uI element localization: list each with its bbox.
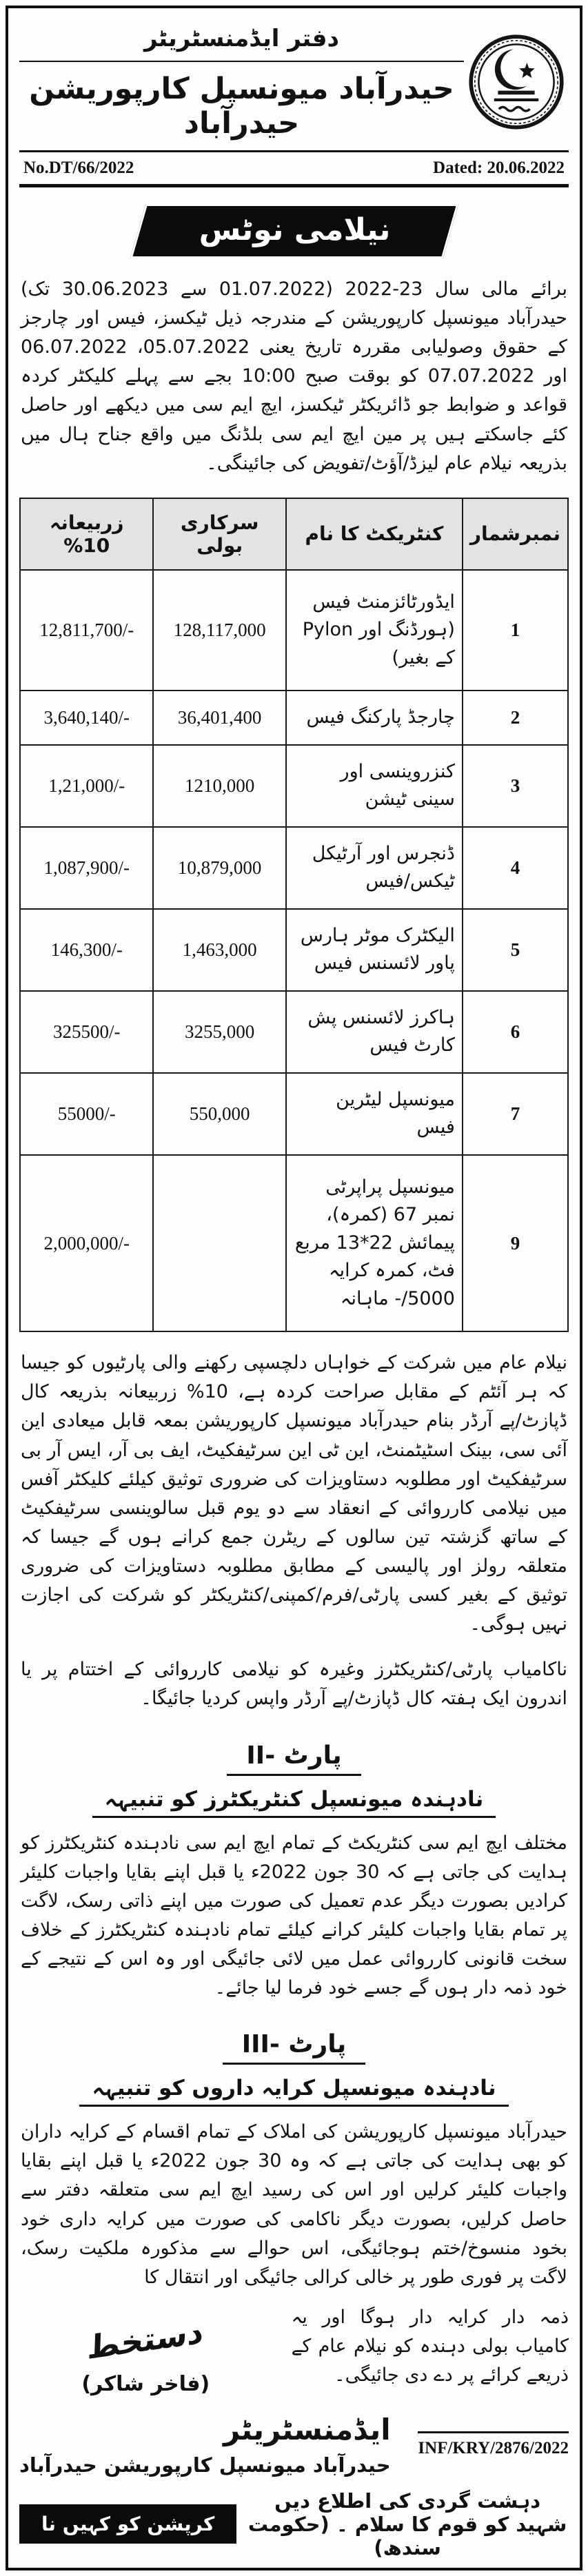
table-row [20, 570, 568, 691]
signature-scrawl: دستخط [87, 2312, 205, 2367]
table-row [20, 745, 568, 827]
cell-earnest-money: 3,640,140/- [20, 691, 153, 745]
designation-title: ایڈمنسٹریٹر [223, 2412, 391, 2446]
cell-serial: 6 [463, 991, 568, 1073]
cell-earnest-money: 325500/- [20, 991, 153, 1073]
cell-serial: 9 [463, 1155, 568, 1332]
th-contract-name: کنٹریکٹ کا نام [286, 498, 463, 570]
table-row [20, 909, 568, 991]
organization-title: حیدرآباد میونسپل کارپوریشن حیدرآباد [29, 72, 454, 141]
cell-contract-name: ہاکرز لائسنس پش کارٹ فیس [286, 991, 463, 1073]
part3-subheading-text: نادہندہ میونسپل کرایہ داروں کو تنبیہہ [79, 2076, 508, 2107]
th-official-bid: سرکاری بولی [153, 498, 285, 570]
masthead [19, 14, 569, 152]
signatory-name: (فاخر شاکر) [81, 2371, 210, 2396]
cell-contract-name: چارجڈ پارکنگ فیس [286, 691, 463, 745]
cell-official-bid: 128,117,000 [153, 570, 285, 691]
cell-contract-name: الیکٹرک موٹر ہارس پاور لائسنس فیس [286, 909, 463, 991]
cell-serial: 4 [463, 827, 568, 909]
cell-contract-name: ایڈورٹائزمنٹ فیس (ہورڈنگ اور Pylon کے بغیر) [286, 570, 463, 691]
cell-serial: 7 [463, 1073, 568, 1155]
part3-subheading [19, 2076, 569, 2107]
cell-earnest-money: 146,300/- [20, 909, 153, 991]
inf-number: INF/KRY/2876/2022 [418, 2431, 569, 2458]
part2-subheading [19, 1787, 569, 1818]
reference-number: No.DT/66/2022 [23, 159, 134, 177]
cell-contract-name: میونسپل لیٹرین فیس [286, 1073, 463, 1155]
cell-official-bid: 36,401,400 [153, 691, 285, 745]
part2-paragraph: مختلف ایچ ایم سی کنٹریکٹ کے تمام ایچ ایم سی نادہندہ کنٹریکٹرز کو ہدایت کی جاتی ہے کہ 30 جون 2022ء یا قبل اپنے بقایا واجبات کلیئر کرادیں بصورت دیگر عدم تعمیل کی صورت میں اپنے ذاتی رسک، لاگت پر تمام بقایا واجبات کلیئر کرانے کیلئے تمام نادہندہ کنٹریکٹرز کے خلاف سخت قانونی کارروائی عمل میں لائی جائیگی اور وہ اس کے نتیجے کے خود ذمہ دار ہوں گے جسے خود فرما لیا جائے۔ [21, 1832, 567, 1999]
cell-contract-name: میونسپل پراپرٹی نمبر 67 (کمرہ)، پیمائش 22*13 مربع فٹ، کمرہ کرایہ 5000/- ماہانہ [286, 1155, 463, 1332]
intro-paragraph: برائے مالی سال 23-2022 (01.07.2022 سے 30.06.2023 تک) حیدرآباد میونسپل کارپوریشن کے مندرجہ ذیل ٹیکسز، فیس اور چارجز کے حقوق وصولیابی مقررہ تاریخ یعنی 05.07.2022، 06.07.2022 اور 07.07.2022 کو بوقت صبح 10:00 بجے سے پہلے کلیکٹر کردہ قواعد و ضوابط جو ڈائریکٹر ٹیکسز، ایچ ایم سی میں دیکھے اور حاصل کئے جاسکتے ہیں پر مین ایچ ایم سی بلڈنگ میں واقع جناح ہال میں بذریعہ نیلام عام لیزڈ/آؤٹ/تفویض کی جائینگی۔ [21, 278, 567, 474]
cell-official-bid [153, 1155, 285, 1332]
hmc-crest-logo-icon [468, 34, 565, 130]
part2-heading-text: پارٹ -II [227, 1741, 361, 1776]
part2-subheading-text: نادہندہ میونسپل کنٹریکٹرز کو تنبیہہ [92, 1787, 496, 1818]
document-frame [6, 6, 582, 2570]
cell-earnest-money: 1,087,900/- [20, 827, 153, 909]
cell-contract-name: ڈنجرس اور آرٹیکل ٹیکس/فیس [286, 827, 463, 909]
th-serial: نمبرشمار [463, 498, 568, 570]
bottom-slogan-strip [19, 2489, 569, 2559]
reference-row [19, 152, 569, 187]
cell-serial: 3 [463, 745, 568, 827]
signature-area [19, 2303, 569, 2396]
cell-official-bid: 10,879,000 [153, 827, 285, 909]
cell-earnest-money: 55000/- [20, 1073, 153, 1155]
banner-title: نیلامی نوٹس [199, 212, 390, 247]
cell-serial: 1 [463, 570, 568, 691]
part2-heading [19, 1741, 569, 1776]
table-row [20, 691, 568, 745]
cell-official-bid: 1210,000 [153, 745, 285, 827]
th-earnest-money: زربیعانہ 10% [20, 498, 153, 570]
part3-continuation: ذمہ دار کرایہ دار ہوگا اور یہ کامیاب بولی دہندہ کو نیلام عام کے ذریعے کرائے پر دے دی جائیگی۔ [291, 2306, 569, 2386]
table-row [20, 991, 568, 1073]
designation-organization: حیدرآباد میونسپل کارپوریشن حیدرآباد [19, 2453, 391, 2477]
signature-block [19, 2303, 272, 2396]
cell-contract-name: کنزروینسی اور سینی ٹیشن [286, 745, 463, 827]
terms-paragraph-1: نیلام عام میں شرکت کے خواہاں دلچسپی رکھنے والی پارٹیوں کو جیسا کہ ہر آئٹم کے مقابل صراحت کردہ ہے، 10% زربیعانہ بذریعہ کال ڈپازٹ/پے آرڈر بنام حیدرآباد میونسپل کارپوریشن بمعہ قابل میعادی این آئی سی، بینک اسٹیٹمنٹ، این ٹی این سرٹیفکیٹ، ایف بی آر، ایس آر بی سرٹیفکیٹ اور مطلوبہ دستاویزات کی ضروری توثیق کیلئے کلیکٹر آفس میں نیلامی کارروائی کے انعقاد سے دو یوم قبل سالوینسی سرٹیفکیٹ کے ساتھ گزشتہ تین سالوں کے ریٹرن جمع کرانے ہوں گے جیسا کہ متعلقہ رولز اور پالیسی کے مطابق مطلوبہ دستاویزات کی ضروری توثیق کے بغیر کسی پارٹی/فرم/کمپنی/کنٹریکٹر کو شرکت کی اجازت نہیں ہوگی۔ [21, 1352, 568, 1635]
cell-official-bid: 1,463,000 [153, 909, 285, 991]
part3-heading-text: پارٹ -III [223, 2030, 366, 2065]
logo-container [464, 14, 569, 150]
table-header-row [20, 498, 568, 570]
table-row [20, 1155, 568, 1332]
corruption-slogan: کرپشن کو کہیں نا [19, 2504, 236, 2544]
cell-earnest-money: 1,21,000/- [20, 745, 153, 827]
designation-block [19, 2413, 391, 2477]
footer-row [19, 2396, 569, 2477]
auction-table [19, 498, 569, 1333]
cell-official-bid: 550,000 [153, 1073, 285, 1155]
terrorism-slogan: دہشت گردی کی اطلاع دیں شہید کو قوم کا سلام ۔ (حکومت سندھ) [247, 2488, 567, 2559]
terms-paragraph-2: ناکامیاب پارٹی/کنٹریکٹرز وغیرہ کو نیلامی کارروائی کے اختتام پر یا اندرون ایک ہفتہ کال ڈپازٹ/پے آرڈر واپس کردیا جائیگا۔ [21, 1659, 567, 1710]
cell-serial: 2 [463, 691, 568, 745]
cell-serial: 5 [463, 909, 568, 991]
masthead-titles [19, 14, 464, 150]
notice-banner [19, 204, 569, 258]
table-row [20, 827, 568, 909]
cell-earnest-money: 2,000,000/- [20, 1155, 153, 1332]
banner-ribbon [130, 204, 458, 258]
office-title: دفتر ایڈمنسٹریٹر [19, 14, 464, 62]
notice-date: Dated: 20.06.2022 [433, 159, 565, 177]
part3-heading [19, 2030, 569, 2065]
cell-official-bid: 3255,000 [153, 991, 285, 1073]
table-row [20, 1073, 568, 1155]
cell-earnest-money: 12,811,700/- [20, 570, 153, 691]
part3-paragraph: حیدرآباد میونسپل کارپوریشن کی املاک کے تمام اقسام کے کرایہ داران کو بھی ہدایت کی جاتی ہے کہ وہ 30 جون 2022ء یا قبل اپنے بقایا واجبات کلیئر کرلیں اور اس کی رسید ایچ ایم سی متعلقہ دفتر سے حاصل کرلیں، بصورت دیگر ناکامی کی صورت میں کرایہ داری خود بخود منسوخ/ختم ہوجائیگی، اس حوالے سے مذکورہ ملکیت رسک، لاگت پر فوری طور پر خالی کرالی جائیگی اور انتقال کا [21, 2121, 567, 2288]
